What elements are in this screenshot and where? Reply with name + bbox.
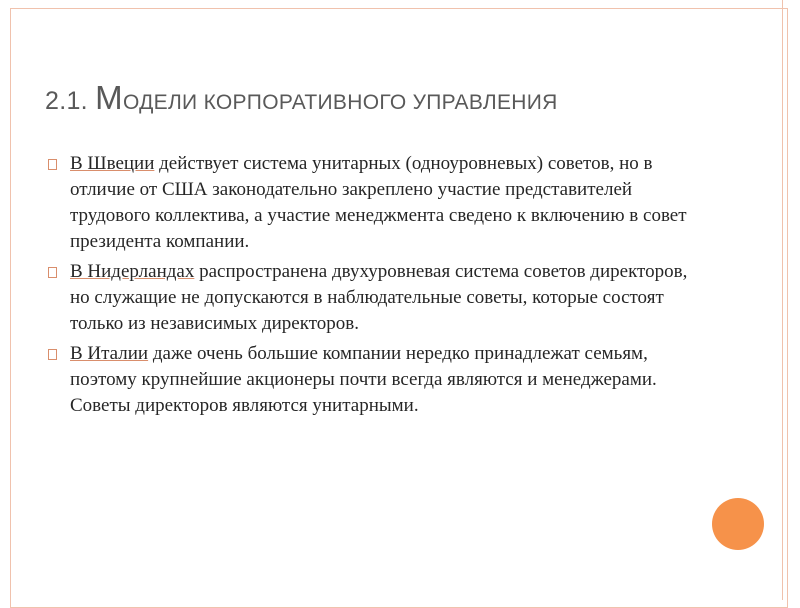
bullet-lead: В Италии <box>70 343 149 364</box>
bullet-text: действует система унитарных (одноуровневых) советов, но в отличие от США законодательно закреплено участие представителей трудового коллектива, а участие менеджмента сведено к включению в совет президента компании. <box>70 153 687 252</box>
title-rest: ОДЕЛИ КОРПОРАТИВНОГО УПРАВЛЕНИЯ <box>122 91 558 114</box>
bullet-item-netherlands <box>48 259 688 337</box>
bullet-list <box>48 151 688 423</box>
square-bullet-icon <box>48 349 57 360</box>
bullet-item-italy <box>48 341 688 419</box>
slide-title <box>45 79 765 117</box>
square-bullet-icon <box>48 159 57 170</box>
bullet-lead: В Нидерландах <box>70 261 195 282</box>
bullet-item-sweden <box>48 151 688 255</box>
square-bullet-icon <box>48 267 57 278</box>
bullet-lead: В Швеции <box>70 153 155 174</box>
title-number: 2.1. <box>45 87 88 115</box>
frame-right-line <box>782 0 783 600</box>
decorative-circle <box>712 498 764 550</box>
title-first-letter: М <box>95 79 123 116</box>
bullet-text: распространена двухуровневая система советов директоров, но служащие не допускаются в наблюдательные советы, которые состоят только из независимых директоров. <box>70 261 688 334</box>
bullet-text: даже очень большие компании нередко принадлежат семьям, поэтому крупнейшие акционеры почти всегда являются и менеджерами. Советы директоров являются унитарными. <box>70 343 657 416</box>
